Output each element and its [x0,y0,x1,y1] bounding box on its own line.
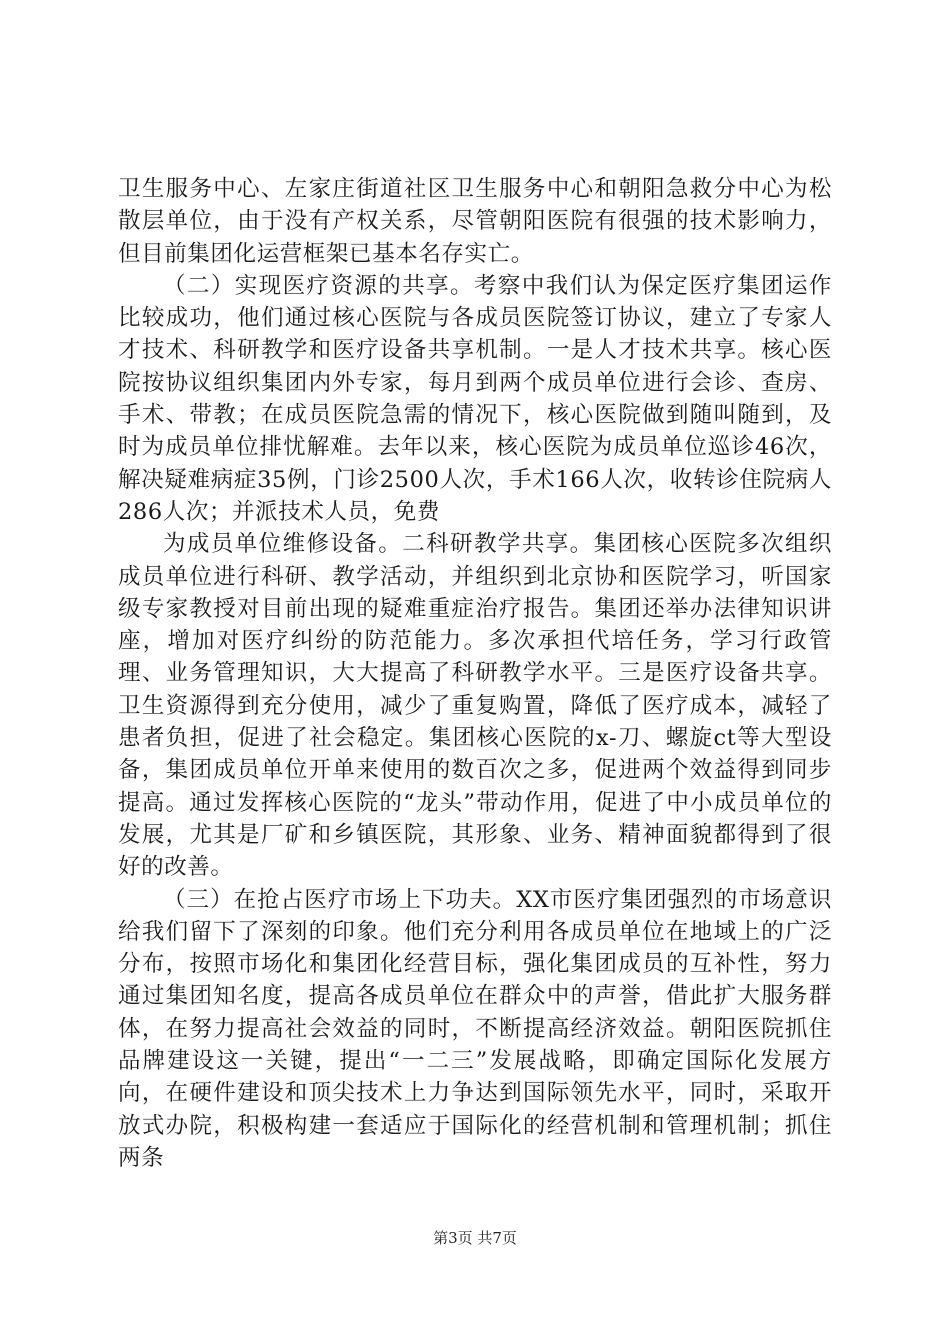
paragraph-4: （三）在抢占医疗市场上下功夫。XX市医疗集团强烈的市场意识给我们留下了深刻的印象。他们充分利用各成员单位在地域上的广泛分布，按照市场化和集团化经营目标，强化集团成员的互补性，努力通过集团知名度，提高各成员单位在群众中的声誉，借此扩大服务群体，在努力提高社会效益的同时，不断提高经济效益。朝阳医院抓住品牌建设这一关键，提出“一二三”发展战略，即确定国际化发展方向，在硬件建设和顶尖技术上力争达到国际领先水平，同时，采取开放式办院，积极构建一套适应于国际化的经营机制和管理机制；抓住两条 [118,886,832,1171]
document-body [118,173,832,1174]
paragraph-1: 卫生服务中心、左家庄街道社区卫生服务中心和朝阳急救分中心为松散层单位，由于没有产权关系，尽管朝阳医院有很强的技术影响力，但目前集团化运营框架已基本名存实亡。 [118,176,832,267]
paragraph-2: （二）实现医疗资源的共享。考察中我们认为保定医疗集团运作比较成功，他们通过核心医院与各成员医院签订协议，建立了专家人才技术、科研教学和医疗设备共享机制。一是人才技术共享。核心医院按协议组织集团内外专家，每月到两个成员单位进行会诊、查房、手术、带教；在成员医院急需的情况下，核心医院做到随叫随到，及时为成员单位排忧解难。去年以来，核心医院为成员单位巡诊46次，解决疑难病症35例，门诊2500人次，手术166人次，收转诊住院病人286人次；并派技术人员，免费 [118,272,832,525]
paragraph-3: 为成员单位维修设备。二科研教学共享。集团核心医院多次组织成员单位进行科研、教学活动，并组织到北京协和医院学习，听国家级专家教授对目前出现的疑难重症治疗报告。集团还举办法律知识讲座，增加对医疗纠纷的防范能力。多次承担代培任务，学习行政管理、业务管理知识，大大提高了科研教学水平。三是医疗设备共享。卫生资源得到充分使用，减少了重复购置，降低了医疗成本，减轻了患者负担，促进了社会稳定。集团核心医院的x-刀、螺旋ct等大型设备，集团成员单位开单来使用的数百次之多，促进两个效益得到同步提高。通过发挥核心医院的“龙头”带动作用，促进了中小成员单位的发展，尤其是厂矿和乡镇医院，其形象、业务、精神面貌都得到了很好的改善。 [118,531,832,881]
page-footer: 第3页 共7页 [433,1229,517,1247]
